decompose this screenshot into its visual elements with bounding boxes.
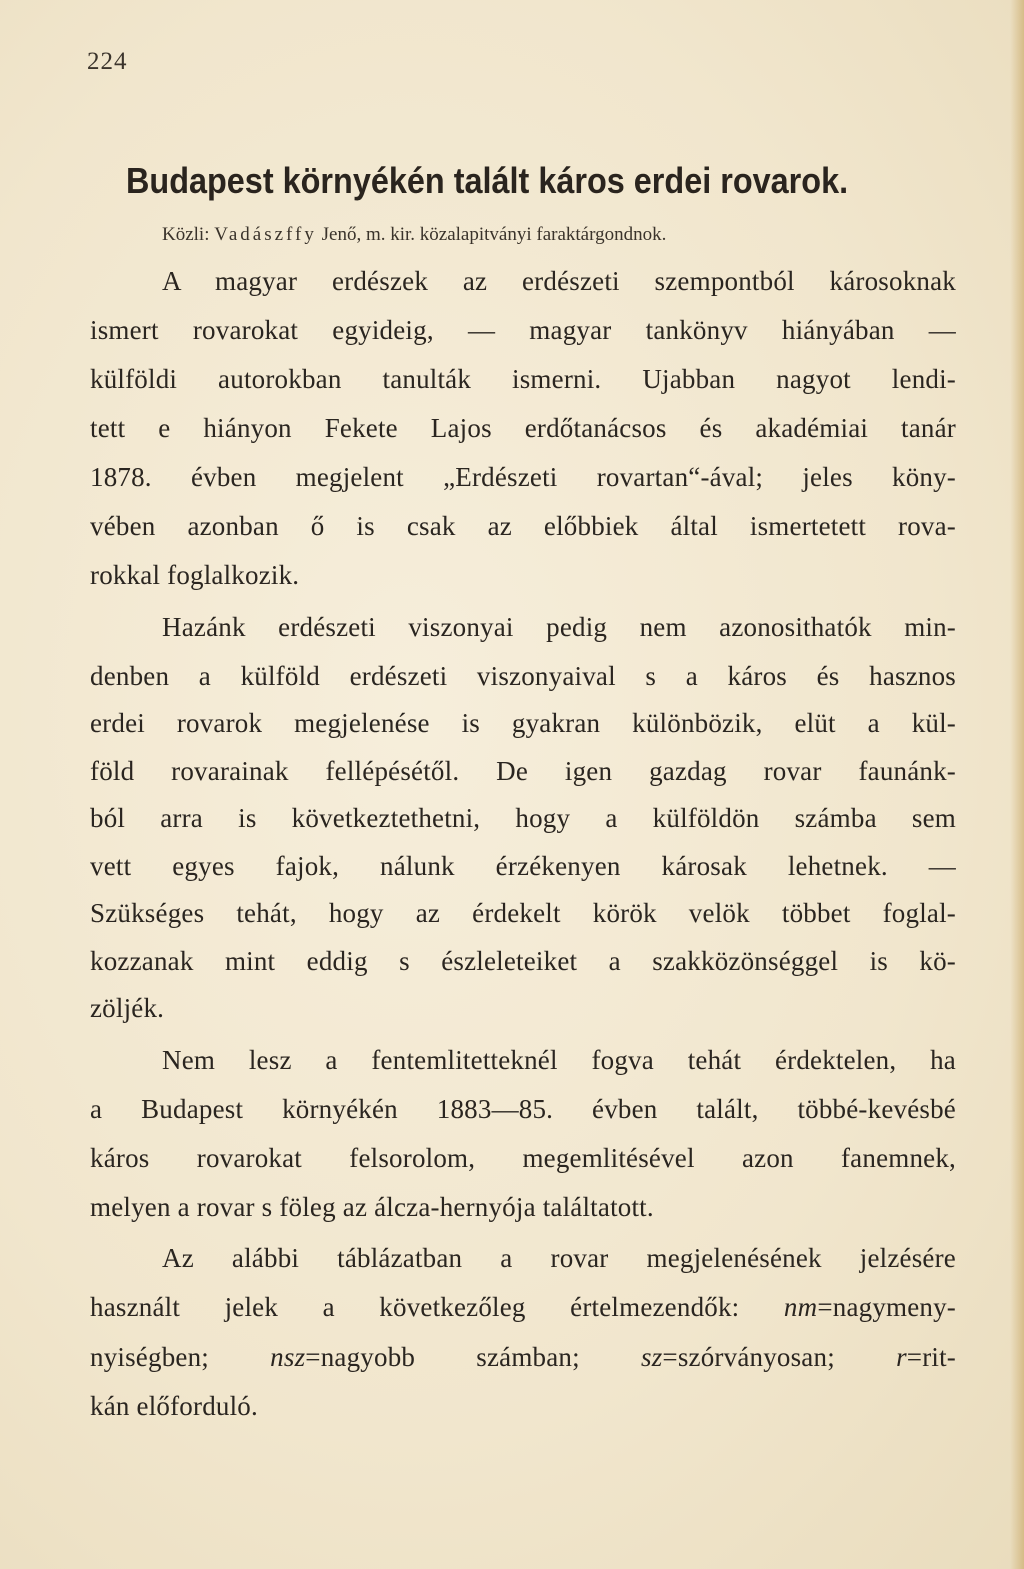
paragraph-line: ismert rovarokat egyideig, — magyar tankönyv hiányában —	[90, 315, 956, 345]
paragraph-line: Hazánk erdészeti viszonyai pedig nem azonosithatók min-	[162, 612, 956, 642]
paragraph-line: erdei rovarok megjelenése is gyakran különbözik, elüt a kül-	[90, 708, 956, 738]
byline	[162, 224, 666, 246]
legend-def-nm: =nagymeny-	[817, 1292, 956, 1322]
legend-def-r: =rit-	[906, 1342, 956, 1372]
legend-def-nsz: =nagyobb számban;	[305, 1342, 641, 1372]
legend-abbr-r: r	[896, 1342, 907, 1372]
paragraph-line: tett e hiányon Fekete Lajos erdőtanácsos és akadémiai tanár	[90, 413, 956, 443]
paragraph-line: rokkal foglalkozik.	[90, 560, 300, 590]
paragraph-line: föld rovarainak fellépésétől. De igen gazdag rovar faunánk-	[90, 756, 956, 786]
paragraph-line: a Budapest környékén 1883—85. évben talált, többé-kevésbé	[90, 1094, 956, 1124]
paragraph-line: zöljék.	[90, 993, 165, 1023]
legend-abbr-nm: nm	[783, 1292, 818, 1322]
paragraph-line: ból arra is következtethetni, hogy a külföldön számba sem	[90, 803, 956, 833]
byline-prefix: Közli:	[162, 224, 215, 245]
paragraph-line: denben a külföld erdészeti viszonyaival s a káros és hasznos	[90, 661, 956, 691]
paragraph-line: 1878. évben megjelent „Erdészeti rovartan“-ával; jeles köny-	[90, 462, 956, 492]
legend-def-sz: =szórványosan;	[662, 1342, 897, 1372]
page-number: 224	[87, 48, 128, 75]
paragraph-line	[90, 1340, 956, 1374]
page-edge	[1010, 0, 1024, 1569]
paragraph-line: melyen a rovar s föleg az álcza-hernyója találtatott.	[90, 1192, 654, 1222]
paragraph-line: kán előforduló.	[90, 1391, 258, 1421]
paragraph-line: vett egyes fajok, nálunk érzékenyen károsak lehetnek. —	[90, 851, 956, 881]
paragraph-line: Az alábbi táblázatban a rovar megjelenésének jelzésére	[162, 1243, 956, 1273]
legend-abbr-sz: sz	[640, 1342, 663, 1372]
legend-line3-prefix: nyiségben;	[90, 1342, 271, 1372]
legend-abbr-nsz: nsz	[270, 1342, 306, 1372]
paragraph-line: Nem lesz a fentemlitetteknél fogva tehát érdektelen, ha	[162, 1045, 956, 1075]
paragraph-line: vében azonban ő is csak az előbbiek által ismertetett rova-	[90, 511, 956, 541]
article-title: Budapest környékén talált káros erdei rovarok.	[126, 160, 849, 201]
paragraph-line: káros rovarokat felsorolom, megemlitésével azon fanemnek,	[90, 1143, 956, 1173]
byline-author: Vadászffy	[214, 224, 317, 245]
byline-rest: Jenő, m. kir. közalapitványi faraktárgondnok.	[316, 224, 667, 245]
paragraph-line: Szükséges tehát, hogy az érdekelt körök velök többet foglal-	[90, 898, 956, 928]
paragraph-line: külföldi autorokban tanulták ismerni. Ujabban nagyot lendi-	[90, 364, 956, 394]
paragraph-line	[90, 1290, 956, 1324]
paragraph-line: A magyar erdészek az erdészeti szempontból károsoknak	[162, 266, 956, 296]
legend-intro: használt jelek a következőleg értelmezendők:	[90, 1292, 740, 1322]
paragraph-line: kozzanak mint eddig s észleleteiket a szakközönséggel is kö-	[90, 946, 956, 976]
